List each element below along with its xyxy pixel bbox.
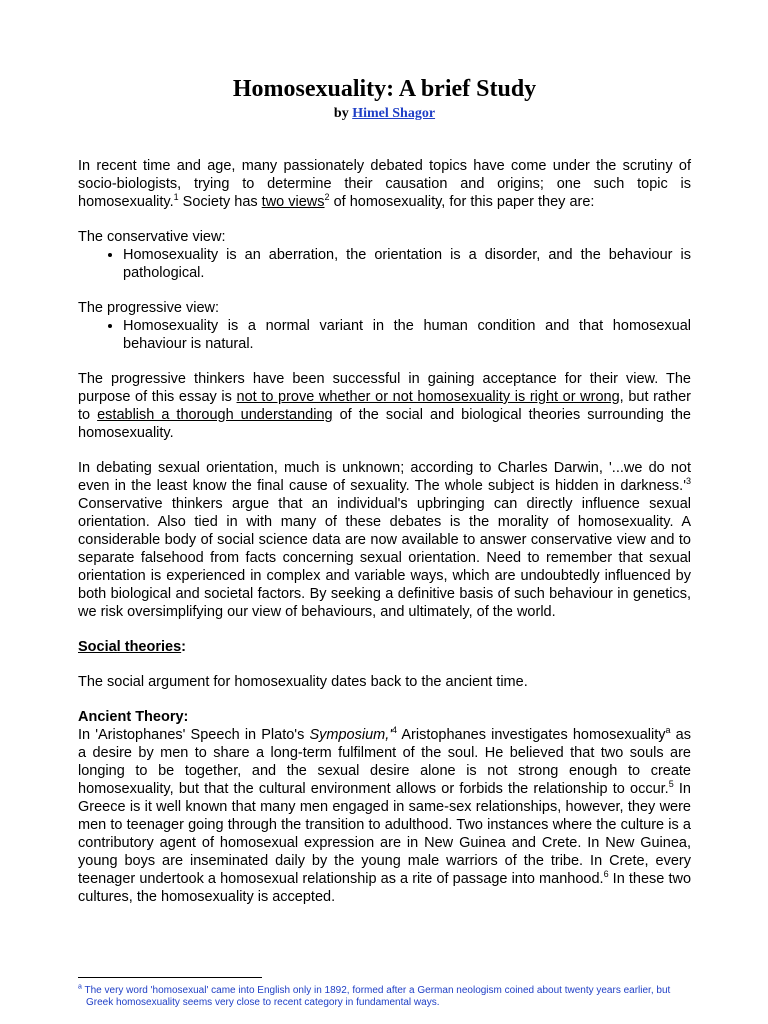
conservative-view-label: The conservative view:: [78, 229, 226, 245]
progressive-view-bullet: • Homosexuality is a normal variant in the human condition and that homosexual behaviour is natural.: [123, 317, 691, 353]
footnote-ref-4[interactable]: 4: [392, 725, 398, 736]
purpose-underlined-1: not to prove whether or not homosexuality is right or wrong: [236, 389, 620, 405]
social-theories-heading: Social theories:: [78, 639, 186, 655]
intro-paragraph: In recent time and age, many passionately debated topics have come under the scrutiny of socio-biologists, trying to determine their causation and origins; one such topic is homosexuality.$^1$ Society has two views$^2$ of homosexuality, for this paper they are:: [78, 158, 691, 210]
byline-by: by: [333, 106, 349, 121]
social-paragraph: The social argument for homosexuality dates back to the ancient time.: [78, 674, 528, 690]
document-body: [78, 157, 691, 923]
ancient-theory-heading: Ancient Theory:: [78, 709, 189, 725]
footnote-ref-3[interactable]: 3: [685, 476, 691, 487]
footnote-ref-1[interactable]: 1: [173, 192, 179, 203]
footnote-a: $^a$ The very word 'homosexual' came into English only in 1892, formed after a German neologism coined about twenty years earlier, but Greek homosexuality seems very close to recent category in fundamental ways.: [78, 983, 671, 1008]
footnote-ref-6[interactable]: 6: [603, 869, 609, 880]
author-link[interactable]: Himel Shagor: [352, 106, 436, 121]
two-views-underlined: two views: [261, 194, 325, 210]
byline: [78, 106, 691, 122]
ancient-paragraph: In 'Aristophanes' Speech in Plato's $Symposium,'^4$ Aristophanes investigates homosexuality$^a$ as a desire by men to share a long-term fulfilment of the soul. He believed that two souls are longing to be together, and the sexual desire alone is not strong enough to create homosexuality, but that the cultural environment allows or forbids the relationship to occur.$^5$ In Greece is it well known that many men engaged in same-sex relationships, however, they were men to teenager going through the transition to adulthood. Two instances where the culture is a contributory agent of homosexual expression are in New Guinea and Crete. In New Guinea, young boys are inseminated daily by the young male warriors of the tribe. In Crete, every teenager undertook a homosexual relationship as a rite of passage into manhood.$^6$ In these two cultures, the homosexuality is accepted.: [78, 725, 692, 905]
footnote-mark: a: [78, 983, 82, 991]
conservative-view-bullet: • Homosexuality is an aberration, the orientation is a disorder, and the behaviour is pathological.: [123, 246, 691, 282]
footnote-ref-a[interactable]: a: [665, 725, 671, 736]
footnote-ref-2[interactable]: 2: [324, 192, 330, 203]
document-title: Homosexuality: A brief Study: [232, 76, 537, 102]
symposium-title: Symposium,': [309, 727, 393, 743]
purpose-paragraph: The progressive thinkers have been successful in gaining acceptance for their view. The purpose of this essay is not to prove whether or not homosexuality is right or wrong, but rather to establish a thorough understanding of the social and biological theories surrounding the homosexuality.: [78, 371, 691, 441]
footnote-ref-5[interactable]: 5: [668, 779, 674, 790]
footnote-separator: [78, 977, 262, 978]
progressive-view-list: [78, 317, 691, 353]
progressive-view-label: The progressive view:: [78, 300, 220, 316]
debate-paragraph: In debating sexual orientation, much is unknown; according to Charles Darwin, '...we do not even in the least know the final cause of sexuality. The whole subject is hidden in $darkness.'^3$ Conservative thinkers argue that an individual's upbringing can directly influence sexual orientation. Also tied in with many of these debates is the morality of homosexuality. A considerable body of social science data are now available to answer conservative view and to separate falsehood from facts concerning sexual orientation. Need to remember that sexual orientation is experienced in complex and variable ways, which are undoubtedly influenced by both biological and societal factors. By seeking a definitive basis of such behaviour in genetics, we risk oversimplifying our view of behaviours, and ultimately, of the world.: [78, 460, 691, 620]
purpose-underlined-2: establish a thorough understanding: [97, 407, 333, 423]
conservative-view-list: [78, 246, 691, 282]
